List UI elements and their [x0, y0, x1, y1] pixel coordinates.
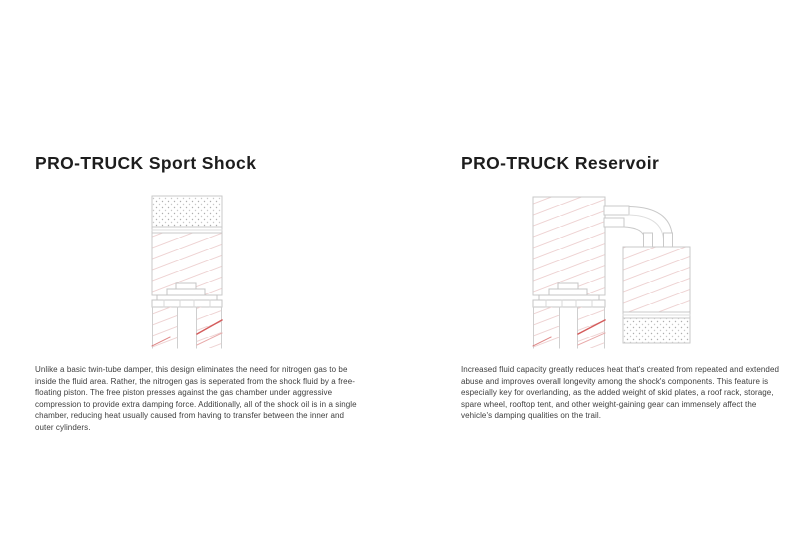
main-shock-body: [533, 197, 605, 295]
reservoir-oil-section: [623, 247, 690, 312]
sport-shock-description: Unlike a basic twin-tube damper, this design eliminates the need for nitrogen gas to be inside the fluid area. Rather, the nitrogen gas is seperated from the shock fluid by a free-floating piston. The free piston presses against the gas chamber under aggressive compression to provide extra damping force. Additionally, all of the shock oil is in a single chamber, reducing heat usually caused from having to transfer between the inner and outer cylinders.: [35, 365, 357, 432]
shock-rod-section: [152, 307, 222, 348]
connector-hose: [604, 206, 673, 247]
reservoir-description: Increased fluid capacity greatly reduces heat that's created from repeated and extended abuse and improves overall longevity among the shock's components. This feature is especially key for overlanding, as the added weight of skid plates, a roof rack, storage, spare wheel, rooftop tent, and other weight-gaining gear can immensely affect the vehicle's damping qualities on the trail.: [461, 365, 780, 421]
reservoir-shock-diagram: [530, 194, 696, 352]
reservoir-gas-chamber: [623, 318, 690, 343]
section-title-sport-shock: PRO-TRUCK Sport Shock: [35, 153, 257, 173]
sport-shock-diagram: [149, 194, 225, 352]
remote-reservoir: [623, 247, 690, 343]
gas-chamber: [152, 196, 222, 227]
reservoir-shock-cross-section-drawing: [530, 194, 696, 352]
reservoir-floating-piston: [623, 312, 690, 318]
section-title-reservoir: PRO-TRUCK Reservoir: [461, 153, 660, 173]
shock-rod-section: [533, 307, 605, 348]
sport-shock-cross-section-drawing: [149, 194, 225, 352]
floating-piston: [152, 227, 222, 233]
